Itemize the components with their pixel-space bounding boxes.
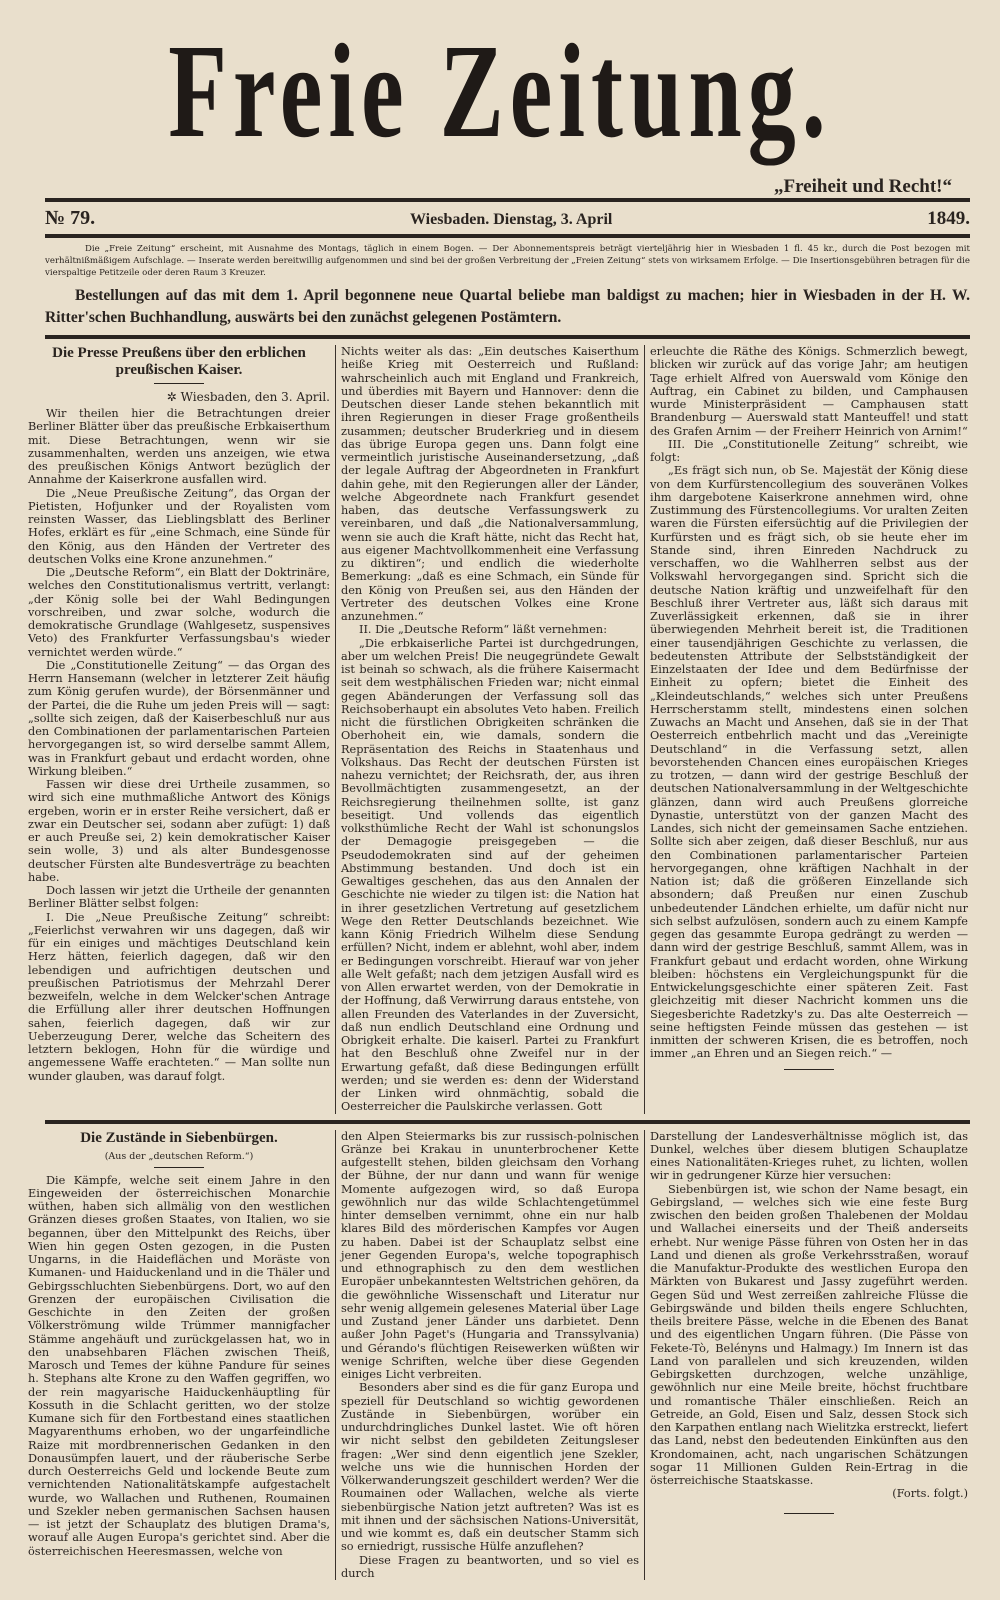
- article1: [28, 345, 968, 1114]
- paragraph: Fassen wir diese drei Urtheile zusammen, so wird sich eine muthmaßliche Antwort des Königs ergeben, worin er in erster Reihe versichert, daß er zwar ein Deutscher sei, sodann aber zufügt: 1) daß er auch Preuße sei, 2) kein demokratischer Kaiser sein wolle, 3) und als alter Bundesgenosse deutscher Fürsten alte Bundesverträge zu beachten habe.: [28, 778, 330, 884]
- paragraph: Wir theilen hier die Betrachtungen dreier Berliner Blätter über das preußische Erbkaiserthum mit. Diese Betrachtungen, wenn wir sie zusammenhalten, werden uns anzeigen, wie etwa des preußischen Königs Antwort bezüglich der Annahme der Kaiserkrone ausfallen wird.: [28, 407, 330, 487]
- column-divider: [644, 345, 645, 1114]
- issue-info: [45, 202, 970, 234]
- paragraph: „Es frägt sich nun, ob Se. Majestät der König diese von dem Kurfürstencollegium des souveränen Volkes ihm dargebotene Kaiserkrone annehmen wird, ohne Zustimmung des Fürstencollegiums. Vor uralten Zeiten waren die Fürsten eifersüchtig auf die Privilegien der Kurfürsten und es frägt sich, ob sie heute eher im Stande sind, ihren Einreden Nachdruck zu verschaffen, wo die Wahlherren selbst aus der Volkswahl hervorgegangen sind. Spricht sich die deutsche Nation kräftig und unzweifelhaft für den Beschluß ihrer Vertreter aus, läßt sich daraus mit Zuverlässigkeit erkennen, daß sie in ihrer überwiegenden Mehrheit bereit ist, die Traditionen einer tausendjährigen Geschichte zu verlassen, die bedeutensten Attribute der Selbstständigkeit der Einzelstaaten der Idee und dem Bedürfnisse der Einheit zu opfern; bietet die Einheit des „Kleindeutschlands,“ welches sich unter Preußens Herrscherstamm stellt, mindestens einen solchen Zuwachs an Macht und Ansehen, daß sie in der That Oesterreich entbehrlich macht und das „Vereinigte Deutschland“ in die Verfassung setzt, allen bevorstehenden Chancen eines europäischen Krieges zu trotzen, — dann wird der gestrige Beschluß der deutschen Nationalversammlung in der Weltgeschichte glänzen, dann wird auch Preußens glorreiche Dynastie, unterstützt von der ganzen Macht des Landes, sich nicht der gemeinsamen Sache entziehen. Sollte sich aber zeigen, daß dieser Beschluß, nur aus den Combinationen parlamentarischer Parteien hervorgegangen, ohne kräftigen Nachhalt in der Nation ist; daß die größeren Einzellande sich absondern; daß Preußen nur einen Zuschub unbedeutender Ländchen erhielte, um dafür nicht nur sich selbst aufzulösen, sondern auch zu einem Kampfe gegen das gesammte Europa gedrängt zu werden — dann wird der gestrige Beschluß, sammt Allem, was in Frankfurt gebaut und erdacht worden, ohne Wirkung bleiben: höchstens ein Vergleichungspunkt für die Entwickelungsgeschichte einer späteren Zeit. Fast gleichzeitig mit dieser Nachricht kommen uns die Siegesberichte Radetzky's zu. Das alte Oesterreich — seine heftigsten Feinde müssen das gestehen — ist inmitten der schweren Krisen, die es betroffen, noch immer „an Ehren und an Siegen reich.“ —: [650, 464, 968, 1061]
- column-divider: [644, 1130, 645, 1581]
- paragraph: Die „Neue Preußische Zeitung“, das Organ der Pietisten, Hofjunker und der Royalisten vom reinsten Wasser, das Lieblingsblatt des Berliner Hofes, erklärt es für „eine Schmach, eine Sünde für den König, aus den Händen der Vertreter des deutschen Volks eine Krone anzunehmen.“: [28, 486, 330, 566]
- article-title: Die Presse Preußens über den erblichen preußischen Kaiser.: [52, 345, 306, 378]
- column-divider: [335, 1130, 336, 1581]
- paragraph: Besonders aber sind es die für ganz Europa und speziell für Deutschland so wichtig gewordenen Zustände in Siebenbürgen, worüber ein undurchdringliches Dunkel lastet. Wie oft hören wir nicht selbst den gebildeten Zeitungsleser fragen: „Wer sind denn eigentlich jene Szekler, welche uns wie die hunnischen Horden der Völkerwanderungszeit geschildert werden? Wer die Roumainen oder Wallachen, welche als vierte siebenbürgische Nation jetzt auftreten? Was ist es mit ihnen und der sächsischen Nations-Universität, und wie kommt es, daß ein deutscher Stamm sich so erniedrigt, russische Hülfe anzuflehen?: [341, 1381, 639, 1554]
- divider: [784, 1513, 834, 1514]
- article2-column1: [28, 1130, 330, 1581]
- article1-column3: [650, 345, 968, 1114]
- issue-number: № 79.: [45, 207, 96, 229]
- article-source: (Aus der „deutschen Reform.“): [104, 1150, 254, 1162]
- divider: [45, 335, 970, 339]
- masthead-title: Freie Zeitung.: [168, 15, 832, 166]
- paragraph: den Alpen Steiermarks bis zur russisch-polnischen Gränze bei Krakau in ununterbrochener Kette aufgestellt stehen, bilden gleichsam den Vorhang der Bühne, der nur dann und wann für wenige Momente aufgezogen wird, so daß Europa gewöhnlich nur das wilde Schlachtengetümmel hinter demselben vernimmt, ohne ein nur halb klares Bild des mörderischen Kampfes vor Augen zu haben. Dabei ist der Schauplatz selbst eine jener Gegenden Europa's, welche topographisch und ethnographisch zu den dem westlichen Europäer unbekanntesten Weltstrichen gehören, da die gewöhnliche Wissenschaft und Literatur nur sehr wenig allgemein gelesenes Material über Lage und Zustand jener Länder uns darbietet. Denn außer John Paget's (Hungaria and Transsylvania) und Gérando's flüchtigen Reisewerken wüßten wir wenige Schriften, welche über diese Gegenden einiges Licht verbreiten.: [341, 1129, 639, 1381]
- article2-column3: [650, 1130, 968, 1581]
- continued-note: (Forts. folgt.): [892, 1487, 968, 1501]
- column-divider: [335, 345, 336, 1114]
- divider: [45, 1120, 970, 1124]
- article2: [28, 1130, 968, 1581]
- issue-year: 1849.: [927, 208, 970, 229]
- paragraph: Die Kämpfe, welche seit einem Jahre in den Eingeweiden der österreichischen Monarchie wüthen, haben sich allmälig von den westlichen Gränzen dieses großen Staates, von Italien, wo sie begannen, über den Mittelpunkt des Reichs, über Wien hin gegen Osten gezogen, in die Pusten Ungarns, in die Haideflächen und Moräste von Kumanen- und Haiduckenland und in die Thäler und Gebirgsschluchten Siebenbürgens. Dort, wo auf den Grenzen der europäischen Civilisation die Geschichte in den Zeiten der großen Völkerströmung wilde Trümmer mannigfacher Stämme angehäuft und zurückgelassen hat, wo in den unabsehbaren Flächen zwischen Theiß, Marosch und Temes der kühne Pandure für seines h. Stephans alte Krone zu den Waffen gegriffen, wo der rein magyarische Haiduckenhäuptling für Kossuth in die Schlacht geritten, wo der stolze Kumane sich für den Fortbestand eines staatlichen Magyarenthums erhoben, wo der ungarfeindliche Raize mit mordbrennerischen Gedanken in den Donausümpfen lauert, und der räuberische Serbe durch Oesterreichs Geld und lockende Beute zum vernichtenden Nationalitätskampfe aufgestachelt wurde, wo Wallachen und Ruthenen, Roumainen und Szekler neben germanischen Sachsen hausen — ist jetzt der Schauplatz des blutigen Drama's, worauf alle Augen Europa's gerichtet sind. Aber die österreichischen Heeresmassen, welche von: [28, 1173, 330, 1558]
- paragraph: Diese Fragen zu beantworten, und so viel es durch: [341, 1553, 639, 1580]
- article-title: Die Zustände in Siebenbürgen.: [80, 1129, 278, 1146]
- paragraph: „Die erbkaiserliche Partei ist durchgedrungen, aber um welchen Preis! Die neugegründete Gewalt ist beinah so schwach, als die frühere Kaisermacht seit dem westphälischen Frieden war; nicht einmal gegen Abänderungen der Verfassung soll das Reichsoberhaupt ein absolutes Veto haben. Freilich nicht die fürstlichen Obrigkeiten schränken die Oberhoheit ein, wie damals, sondern die Repräsentation des Reichs in Staatenhaus und Volkshaus. Das Recht der deutschen Fürsten ist nahezu vernichtet; der Reichsrath, der, aus ihren Bevollmächtigten zusammengesetzt, an der Reichsregierung theilnehmen sollte, ist ganz beseitigt. Und vollends das eigentlich volksthümliche Recht der Wahl ist schonungslos der Demagogie preisgegeben — die Pseudodemokraten sind auf der geheimen Abstimmung bestanden. Und doch ist ein Gewaltiges geschehen, das aus den Annalen der Geschichte nie wieder zu tilgen ist: die Nation hat in ihrer gesetzlichen Vertretung auf gesetzlichem Wege den Retter Deutschlands bezeichnet. Wie kann König Friedrich Wilhelm diese Sendung erfüllen? Nicht, indem er ablehnt, wohl aber, indem er Bedingungen vorschreibt. Hierauf war von jeher alle Welt gefaßt; nach dem jetzigen Ausfall wird es von Allen erwartet werden, von der Demokratie in der Hoffnung, daß Verwirrung daraus entstehe, von allen Freunden des Vaterlandes in der Zuversicht, daß nun endlich Deutschland eine Ordnung und Obrigkeit erhalte. Die kaiserl. Partei zu Frankfurt hat den Beschluß ohne Zweifel nur in der Erwartung gefaßt, daß diese Bedingungen erfüllt werden; und sie werden es: denn der Widerstand der Linken wird ohnmächtig, sobald die Oesterreicher die Paulskirche verlassen. Gott: [341, 636, 639, 1114]
- paragraph: Darstellung der Landesverhältnisse möglich ist, das Dunkel, welches über diesem blutigen Schauplatze eines Nationalitäten-Krieges ruhet, zu lichten, wollen wir in gedrungener Kürze hier versuchen:: [650, 1129, 968, 1183]
- article2-column2: [341, 1130, 639, 1581]
- paragraph: erleuchte die Räthe des Königs. Schmerzlich bewegt, blicken wir zurück auf das vorige Jahr; am heutigen Tage erhielt Alfred von Auerswald vom Könige den Auftrag, ein Cabinet zu bilden, und Camphausen wurde Ministerpräsident — Camphausen statt Brandenburg — Auerswald statt Manteuffel! und statt des Grafen Arnim — der Freiherr Heinrich von Arnim!“: [650, 345, 968, 438]
- paragraph: Nichts weiter als das: „Ein deutsches Kaiserthum heiße Krieg mit Oesterreich und Rußland: wahrscheinlich auch mit England und Frankreich, und überdies mit Bayern und Hannover: denn die Deutschen dieser Lande stehen bekanntlich mit ihren Regierungen in dieser Frage großentheils zusammen; deutscher Bruderkrieg und in diesem das übrige Europa gegen uns. Dann folgt eine vermeintlich juristische Auseinandersetzung, „daß der legale Auftrag der Abgeordneten in Frankfurt dahin gehe, mit den Regierungen aller der Länder, welche Abgeordnete nach Frankfurt gesendet haben, das deutsche Verfassungswerk zu vereinbaren, und daß „die Nationalversammlung, wenn sie auch die Kraft hätte, nicht das Recht hat, aus eigener Machtvollkommenheit eine Verfassung zu diktiren“; und endlich die wiederholte Bemerkung: „daß es eine Schmach, ein Sünde für den König von Preußen sei, aus den Händen der Vertreter des deutschen Volkes eine Krone anzunehmen.“: [341, 345, 639, 623]
- dateline: ✲ Wiesbaden, den 3. April.: [166, 390, 330, 404]
- article1-column1: [28, 345, 330, 1114]
- article1-column2: [341, 345, 639, 1114]
- divider: [784, 1069, 834, 1070]
- paragraph: II. Die „Deutsche Reform“ läßt vernehmen:: [359, 623, 608, 637]
- subscription-info: Die „Freie Zeitung“ erscheint, mit Ausnahme des Montags, täglich in einem Bogen. — Der Abonnementspreis beträgt vierteljährig hier in Wiesbaden 1 fl. 45 kr., durch die Post bezogen mit verhältnißmäßigem Aufschlage. — Inserate werden bereitwillig aufgenommen und sind bei der großen Verbreitung der „Freien Zeitung“ stets von wirksamem Erfolge. — Die Insertionsgebühren betragen für die vierspaltige Petitzeile oder deren Raum 3 Kreuzer.: [45, 244, 970, 278]
- paragraph: I. Die „Neue Preußische Zeitung“ schreibt: „Feierlichst verwahren wir uns dagegen, daß wir für ein einiges und mächtiges Deutschland kein Herz hätten, feierlich dagegen, daß wir den lebendigen und aufrichtigen deutschen und preußischen Patriotismus der Mehrzahl Derer bezweifeln, welche in dem Welcker'schen Antrage die Erfüllung aller ihrer deutschen Hoffnungen sahen, feierlich dagegen, daß wir zur Ueberzeugung Derer, welche das Scheitern des letztern beklogen, Hohn für die würdige und angemessene Waffe erachteten.“ — Man sollte nun wunder glauben, was darauf folgt.: [28, 910, 330, 1083]
- paragraph: Die „Constitutionelle Zeitung“ — das Organ des Herrn Hansemann (welcher in letzterer Zeit häufig zum König gerufen wurde), der Börsenmänner und der Partei, die die Ruhe um jeden Preis will — sagt: „sollte sich zeigen, daß der Kaiserbeschluß nur aus den Combinationen der parlamentarischen Parteien hervorgegangen ist, so wird derselbe sammt Allem, was in Frankfurt gebaut und erdacht worden, ohne Wirkung bleiben.“: [28, 658, 330, 778]
- divider: [154, 1167, 204, 1168]
- divider: [154, 383, 204, 384]
- subscription-notice: Bestellungen auf das mit dem 1. April begonnene neue Quartal beliebe man baldigst zu machen; hier in Wiesbaden in der H. W. Ritter'schen Buchhandlung, auswärts bei den zunächst gelegenen Postämtern.: [45, 287, 970, 326]
- paragraph: Doch lassen wir jetzt die Urtheile der genannten Berliner Blätter selbst folgen:: [28, 884, 330, 911]
- masthead-motto: „Freiheit und Recht!“: [773, 176, 952, 197]
- paragraph: Die „Deutsche Reform“, ein Blatt der Doktrinäre, welches den Constitutionalismus vertritt, verlangt: „der König solle bei der Wahl Bedingungen vorschreiben, und zwar solche, wodurch die demokratische Grundlage (Wahlgesetz, suspensives Veto) des Frankfurter Verfassungsbau's wieder vernichtet werden würde.“: [28, 566, 330, 659]
- paragraph: Siebenbürgen ist, wie schon der Name besagt, ein Gebirgsland, — welches sich wie eine feste Burg zwischen den beiden großen Thalebenen der Moldau und Wallachei einerseits und der Theiß anderseits erhebt. Nur wenige Pässe führen von Osten her in das Land und dienen als große Verkehrsstraßen, worauf die Manufaktur-Produkte des westlichen Europa den Märkten von Bukarest und Jassy zugeführt werden. Gegen Süd und West zerreißen zahlreiche Flüsse die Gebirgswände und bilden theils engere Schluchten, theils breitere Pässe, welche in die Ebenen des Banat und des eigentlichen Ungarn führen. (Die Pässe von Fekete-Tò, Belényns und Halmagy.) Im Innern ist das Land von parallelen und sich kreuzenden, wilden Gebirgsketten durchzogen, welche unzählige, gewöhnlich nur eine Meile breite, höchst fruchtbare und romantische Thäler einschließen. Reich an Getreide, an Gold, Eisen und Salz, dessen Stock sich den Karpathen entlang nach Wielitzka erstreckt, liefert das Land, nebst den bedeutenden Einkünften aus den Krondomainen, acht, nach ungarischen Schätzungen sogar 11 Millionen Gulden Rein-Ertrag in die österreichische Staatskasse.: [650, 1182, 968, 1487]
- paragraph: III. Die „Constitutionelle Zeitung“ schreibt, wie folgt:: [650, 437, 968, 464]
- masthead: [0, 0, 1000, 176]
- place-date: Wiesbaden. Dienstag, 3. April: [409, 211, 613, 228]
